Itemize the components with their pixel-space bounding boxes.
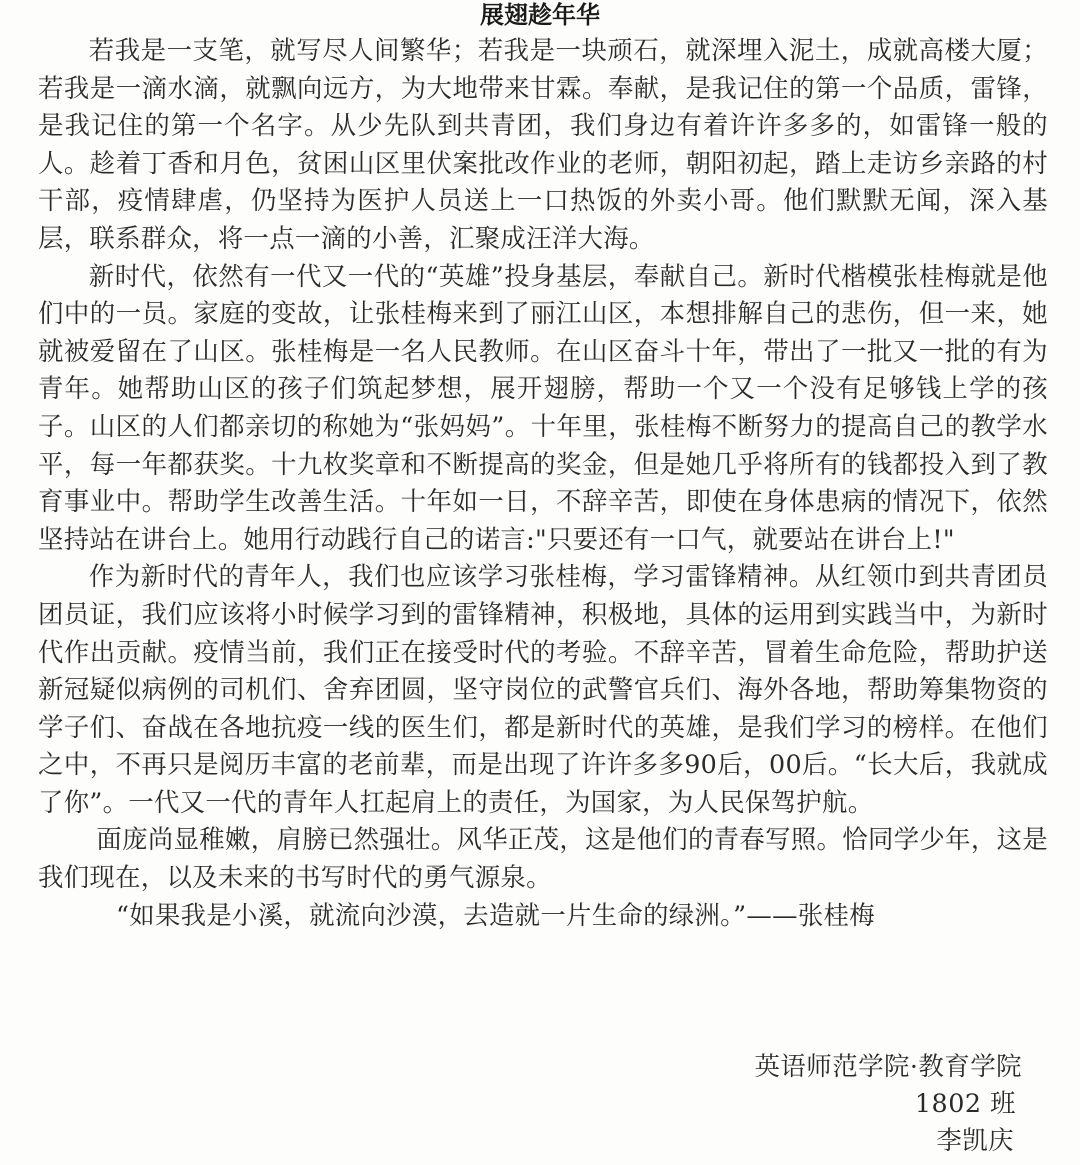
signature-author: 李凯庆 — [936, 1125, 1014, 1155]
paragraph-3: 作为新时代的青年人，我们也应该学习张桂梅，学习雷锋精神。从红领巾到共青团员团员证，我们应该将小时候学习到的雷锋精神，积极地，具体的运用到实践当中，为新时代作出贡献。疫情当前，我们正在接受时代的考验。不辞辛苦，冒着生命危险，帮助护送新冠疑似病例的司机们、舍弃团圆，坚守岗位的武警官兵们、海外各地，帮助筹集物资的学子们、奋战在各地抗疫一线的医生们，都是新时代的英雄，是我们学习的榜样。在他们之中，不再只是阅历丰富的老前辈，而是出现了许许多多90后，00后。“长大后，我就成了你”。一代又一代的青年人扛起肩上的责任，为国家，为人民保驾护航。 — [38, 561, 1048, 817]
closing-quote: “如果我是小溪，就流向沙漠，去造就一片生命的绿洲。”——张桂梅 — [116, 899, 875, 930]
paragraph-2: 新时代，依然有一代又一代的“英雄”投身基层，奉献自己。新时代楷模张桂梅就是他们中的一员。家庭的变故，让张桂梅来到了丽江山区，本想排解自己的悲伤，但一来，她就被爱留在了山区。张桂梅是一名人民教师。在山区奋斗十年，带出了一批又一批的有为青年。她帮助山区的孩子们筑起梦想，展开翅膀，帮助一个又一个没有足够钱上学的孩子。山区的人们都亲切的称她为“张妈妈”。十年里，张桂梅不断努力的提高自己的教学水平，每一年都获奖。十九枚奖章和不断提高的奖金，但是她几乎将所有的钱都投入到了教育事业中。帮助学生改善生活。十年如一日，不辞辛苦，即使在身体患病的情况下，依然坚持站在讲台上。她用行动践行自己的诺言:"只要还有一口气，就要站在讲台上!" — [38, 260, 1048, 554]
article-body — [38, 32, 1048, 934]
paragraph-1: 若我是一支笔，就写尽人间繁华；若我是一块顽石，就深埋入泥土，成就高楼大厦；若我是一滴水滴，就飘向远方，为大地带来甘霖。奉献，是我记住的第一个品质，雷锋，是我记住的第一个名字。从少先队到共青团，我们身边有着许许多多的，如雷锋一般的人。趁着丁香和月色，贫困山区里伏案批改作业的老师，朝阳初起，踏上走访乡亲路的村干部，疫情肆虐，仍坚持为医护人员送上一口热饭的外卖小哥。他们默默无闻，深入基层，联系群众，将一点一滴的小善，汇聚成汪洋大海。 — [38, 35, 1048, 253]
article-title: 展翅趁年华 — [480, 0, 600, 29]
paragraph-4: 面庞尚显稚嫩，肩膀已然强壮。风华正茂，这是他们的青春写照。恰同学少年，这是我们现在，以及未来的书写时代的勇气源泉。 — [38, 824, 1048, 893]
signature-school: 英语师范学院·教育学院 — [754, 1051, 1022, 1081]
signature-class: 1802 班 — [914, 1088, 1016, 1118]
